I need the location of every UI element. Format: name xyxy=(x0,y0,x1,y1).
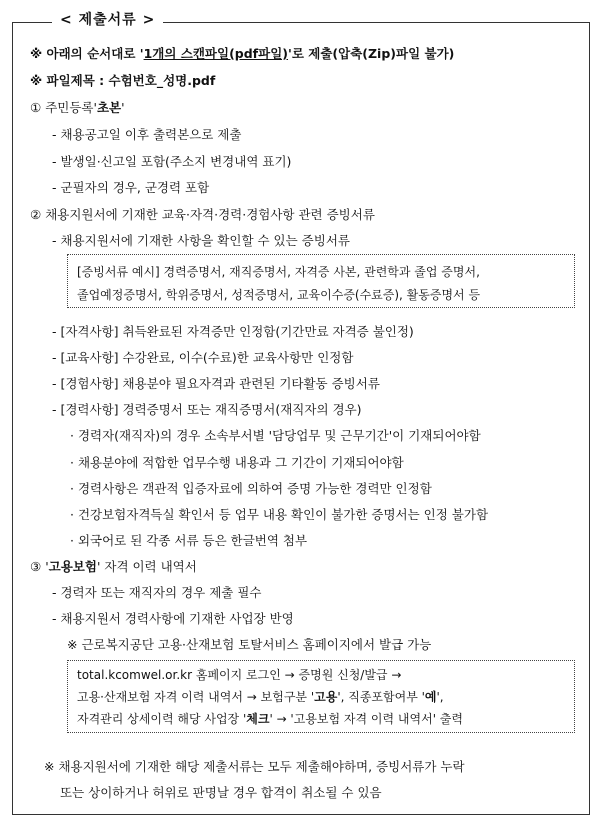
list-item: - 채용지원서에 기재한 사항을 확인할 수 있는 증빙서류 xyxy=(52,233,350,248)
list-item: - 경력자 또는 재직자의 경우 제출 필수 xyxy=(52,585,262,600)
footer-note: 또는 상이하거나 허위로 판명날 경우 합격이 취소될 수 있음 xyxy=(60,785,382,800)
footer-note: ※ 채용지원서에 기재한 해당 제출서류는 모두 제출해야하며, 증빙서류가 누락 xyxy=(44,759,465,774)
evidence-example-line: [증빙서류 예시] 경력증명서, 재직증명서, 자격증 사본, 관련학과 졸업 증명서, xyxy=(77,265,480,279)
list-item: - [자격사항] 취득완료된 자격증만 인정함(기간만료 자격증 불인정) xyxy=(52,324,414,339)
section-2-heading: ② 채용지원서에 기재한 교육·자격·경력·경험사항 관련 증빙서류 xyxy=(30,207,375,222)
list-item: - [경험사항] 채용분야 필요자격과 관련된 기타활동 증빙서류 xyxy=(52,376,380,391)
bullet-item: · 건강보험자격득실 확인서 등 업무 내용 확인이 불가한 증명서는 인정 불가함 xyxy=(70,507,489,522)
list-item: - 채용지원서 경력사항에 기재한 사업장 반영 xyxy=(52,611,294,626)
rule-2: ※ 파일제목 : 수험번호_성명.pdf xyxy=(30,73,216,88)
list-item: - 군필자의 경우, 군경력 포함 xyxy=(52,180,210,195)
section-3-heading: ③ '고용보험' 자격 이력 내역서 xyxy=(30,559,197,574)
issuance-step-line: 고용·산재보험 자격 이력 내역서 → 보험구분 '고용', 직종포함여부 '예', xyxy=(77,690,444,704)
note-text: ※ 근로복지공단 고용·산재보험 토탈서비스 홈페이지에서 발급 가능 xyxy=(67,637,432,652)
list-item: - 발생일·신고일 포함(주소지 변경내역 표기) xyxy=(52,154,292,169)
list-item: - [경력사항] 경력증명서 또는 재직증명서(재직자의 경우) xyxy=(52,402,362,417)
issuance-step-line: 자격관리 상세이력 해당 사업장 '체크' → '고용보험 자격 이력 내역서' 출력 xyxy=(77,712,463,726)
section-1-heading: ① 주민등록'초본' xyxy=(30,100,125,115)
bullet-item: · 외국어로 된 각종 서류 등은 한글번역 첨부 xyxy=(70,533,308,548)
bullet-item: · 경력자(재직자)의 경우 소속부서별 '담당업무 및 근무기간'이 기재되어야함 xyxy=(70,428,481,443)
list-item: - 채용공고일 이후 출력본으로 제출 xyxy=(52,127,242,142)
list-item: - [교육사항] 수강완료, 이수(수료)한 교육사항만 인정함 xyxy=(52,350,354,365)
bullet-item: · 경력사항은 객관적 입증자료에 의하여 증명 가능한 경력만 인정함 xyxy=(70,481,432,496)
issuance-step-line: total.kcomwel.or.kr 홈페이지 로그인 → 증명원 신청/발급 → xyxy=(77,668,402,682)
bullet-item: · 채용분야에 적합한 업무수행 내용과 그 기간이 기재되어야함 xyxy=(70,455,404,470)
evidence-example-line: 졸업예정증명서, 학위증명서, 성적증명서, 교육이수증(수료증), 활동증명서 등 xyxy=(77,288,481,302)
rule-1: ※ 아래의 순서대로 '1개의 스캔파일(pdf파일)'로 제출(압축(Zip)파일 불가) xyxy=(30,46,455,61)
page-title: < 제출서류 > xyxy=(52,9,163,29)
